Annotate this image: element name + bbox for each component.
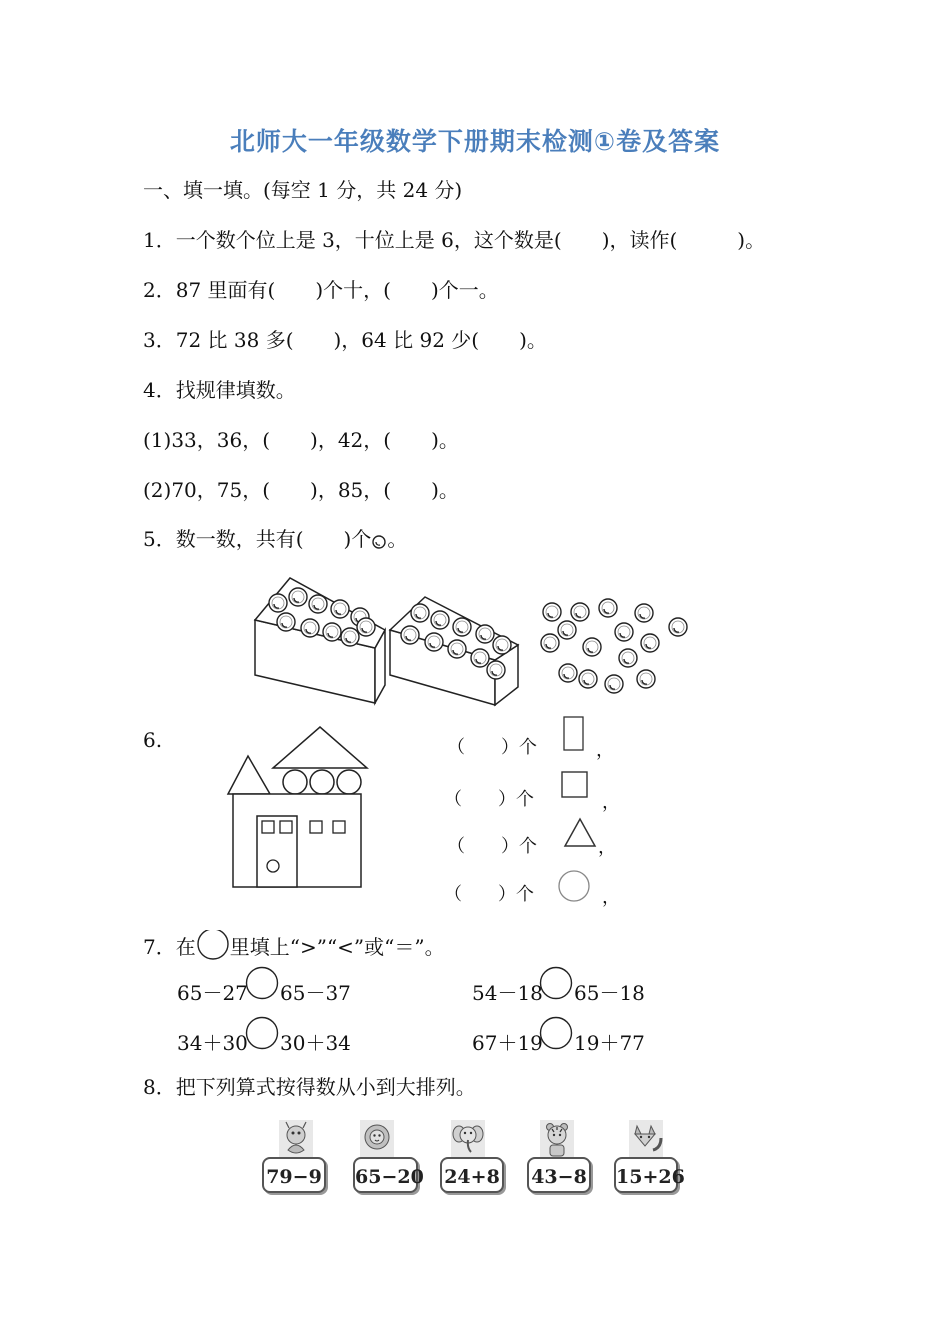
expression-card-3[interactable]: [440, 1157, 504, 1193]
question-5-text: 5．数一数，共有( )个: [143, 527, 372, 551]
question-5-end: 。: [387, 527, 408, 551]
count-rectangle-text: （ ）个: [447, 737, 537, 758]
question-8: 8．把下列算式按得数从小到大排列。: [143, 1075, 476, 1099]
question-7-instruction: 里填上“>”“<”或“＝”。: [229, 935, 445, 959]
fox-icon: [629, 1120, 663, 1158]
comma: ，: [602, 792, 620, 813]
expr-1-left: 65－27: [177, 981, 248, 1005]
count-circle: [444, 884, 534, 906]
dragon-icon: [279, 1120, 313, 1158]
expr-3-right: 30＋34: [280, 1031, 351, 1055]
expr-4-left: 67＋19: [472, 1031, 543, 1055]
expr-1-right: 65－37: [280, 981, 351, 1005]
question-1: 1．一个数个位上是 3，十位上是 6，这个数是( )，读作( )。: [143, 228, 766, 252]
loose-marbles: [541, 599, 687, 693]
rectangle-shape-icon: [563, 716, 585, 752]
comma: ，: [598, 837, 616, 858]
square-shape-icon: [561, 771, 589, 799]
question-7: [143, 930, 445, 960]
question-4-part-1: (1)33，36，( )，42，( )。: [143, 428, 459, 452]
compare-circle-3[interactable]: [245, 1016, 279, 1050]
expression-card-2[interactable]: [353, 1157, 424, 1193]
compare-circle-2[interactable]: [539, 966, 573, 1000]
expression-card-2-text: 65−20: [355, 1166, 424, 1188]
answer-circle-icon: [196, 930, 230, 960]
question-4-part-2: (2)70，75，( )，85，( )。: [143, 478, 459, 502]
expression-card-4-text: 43−8: [531, 1166, 587, 1188]
question-7-lead: 7．在: [143, 935, 196, 959]
count-square-text: （ ）个: [444, 789, 534, 810]
circle-shape-icon: [557, 869, 591, 903]
expression-card-4[interactable]: [527, 1157, 591, 1193]
castle-figure: [220, 722, 370, 892]
count-triangle-text: （ ）个: [447, 836, 537, 857]
marble-box-1: [255, 578, 385, 703]
question-3: 3．72 比 38 多( )，64 比 92 少( )。: [143, 328, 547, 352]
comma: ，: [596, 740, 614, 761]
compare-circle-4[interactable]: [539, 1016, 573, 1050]
expression-card-5-text: 15+26: [616, 1166, 685, 1188]
count-square: [444, 789, 534, 811]
section-heading: 一、填一填。(每空 1 分，共 24 分): [143, 178, 463, 202]
question-2: 2．87 里面有( )个十，( )个一。: [143, 278, 499, 302]
count-triangle: [447, 836, 537, 858]
expr-2-left: 54－18: [472, 981, 543, 1005]
page-title: 北师大一年级数学下册期末检测①卷及答案: [229, 127, 721, 156]
expr-3-left: 34＋30: [177, 1031, 248, 1055]
marble-icon: [371, 533, 387, 549]
expression-card-3-text: 24+8: [444, 1166, 500, 1188]
expr-2-right: 65－18: [574, 981, 645, 1005]
elephant-icon: [451, 1120, 485, 1158]
count-circle-text: （ ）个: [444, 884, 534, 905]
triangle-shape-icon: [563, 816, 597, 848]
expression-card-1[interactable]: [262, 1157, 326, 1193]
question-6-number: 6.: [143, 728, 163, 752]
marble-figure: [250, 575, 700, 710]
expr-4-right: 19＋77: [574, 1031, 645, 1055]
compare-circle-1[interactable]: [245, 966, 279, 1000]
question-4: 4．找规律填数。: [143, 378, 296, 402]
expression-card-5[interactable]: [614, 1157, 685, 1193]
count-rectangle: [447, 737, 537, 759]
lion-icon: [360, 1120, 394, 1158]
expression-card-1-text: 79−9: [266, 1166, 322, 1188]
marble-box-2: [390, 597, 518, 705]
tiger-icon: [540, 1120, 574, 1158]
comma: ，: [602, 887, 620, 908]
question-5: [143, 527, 407, 551]
